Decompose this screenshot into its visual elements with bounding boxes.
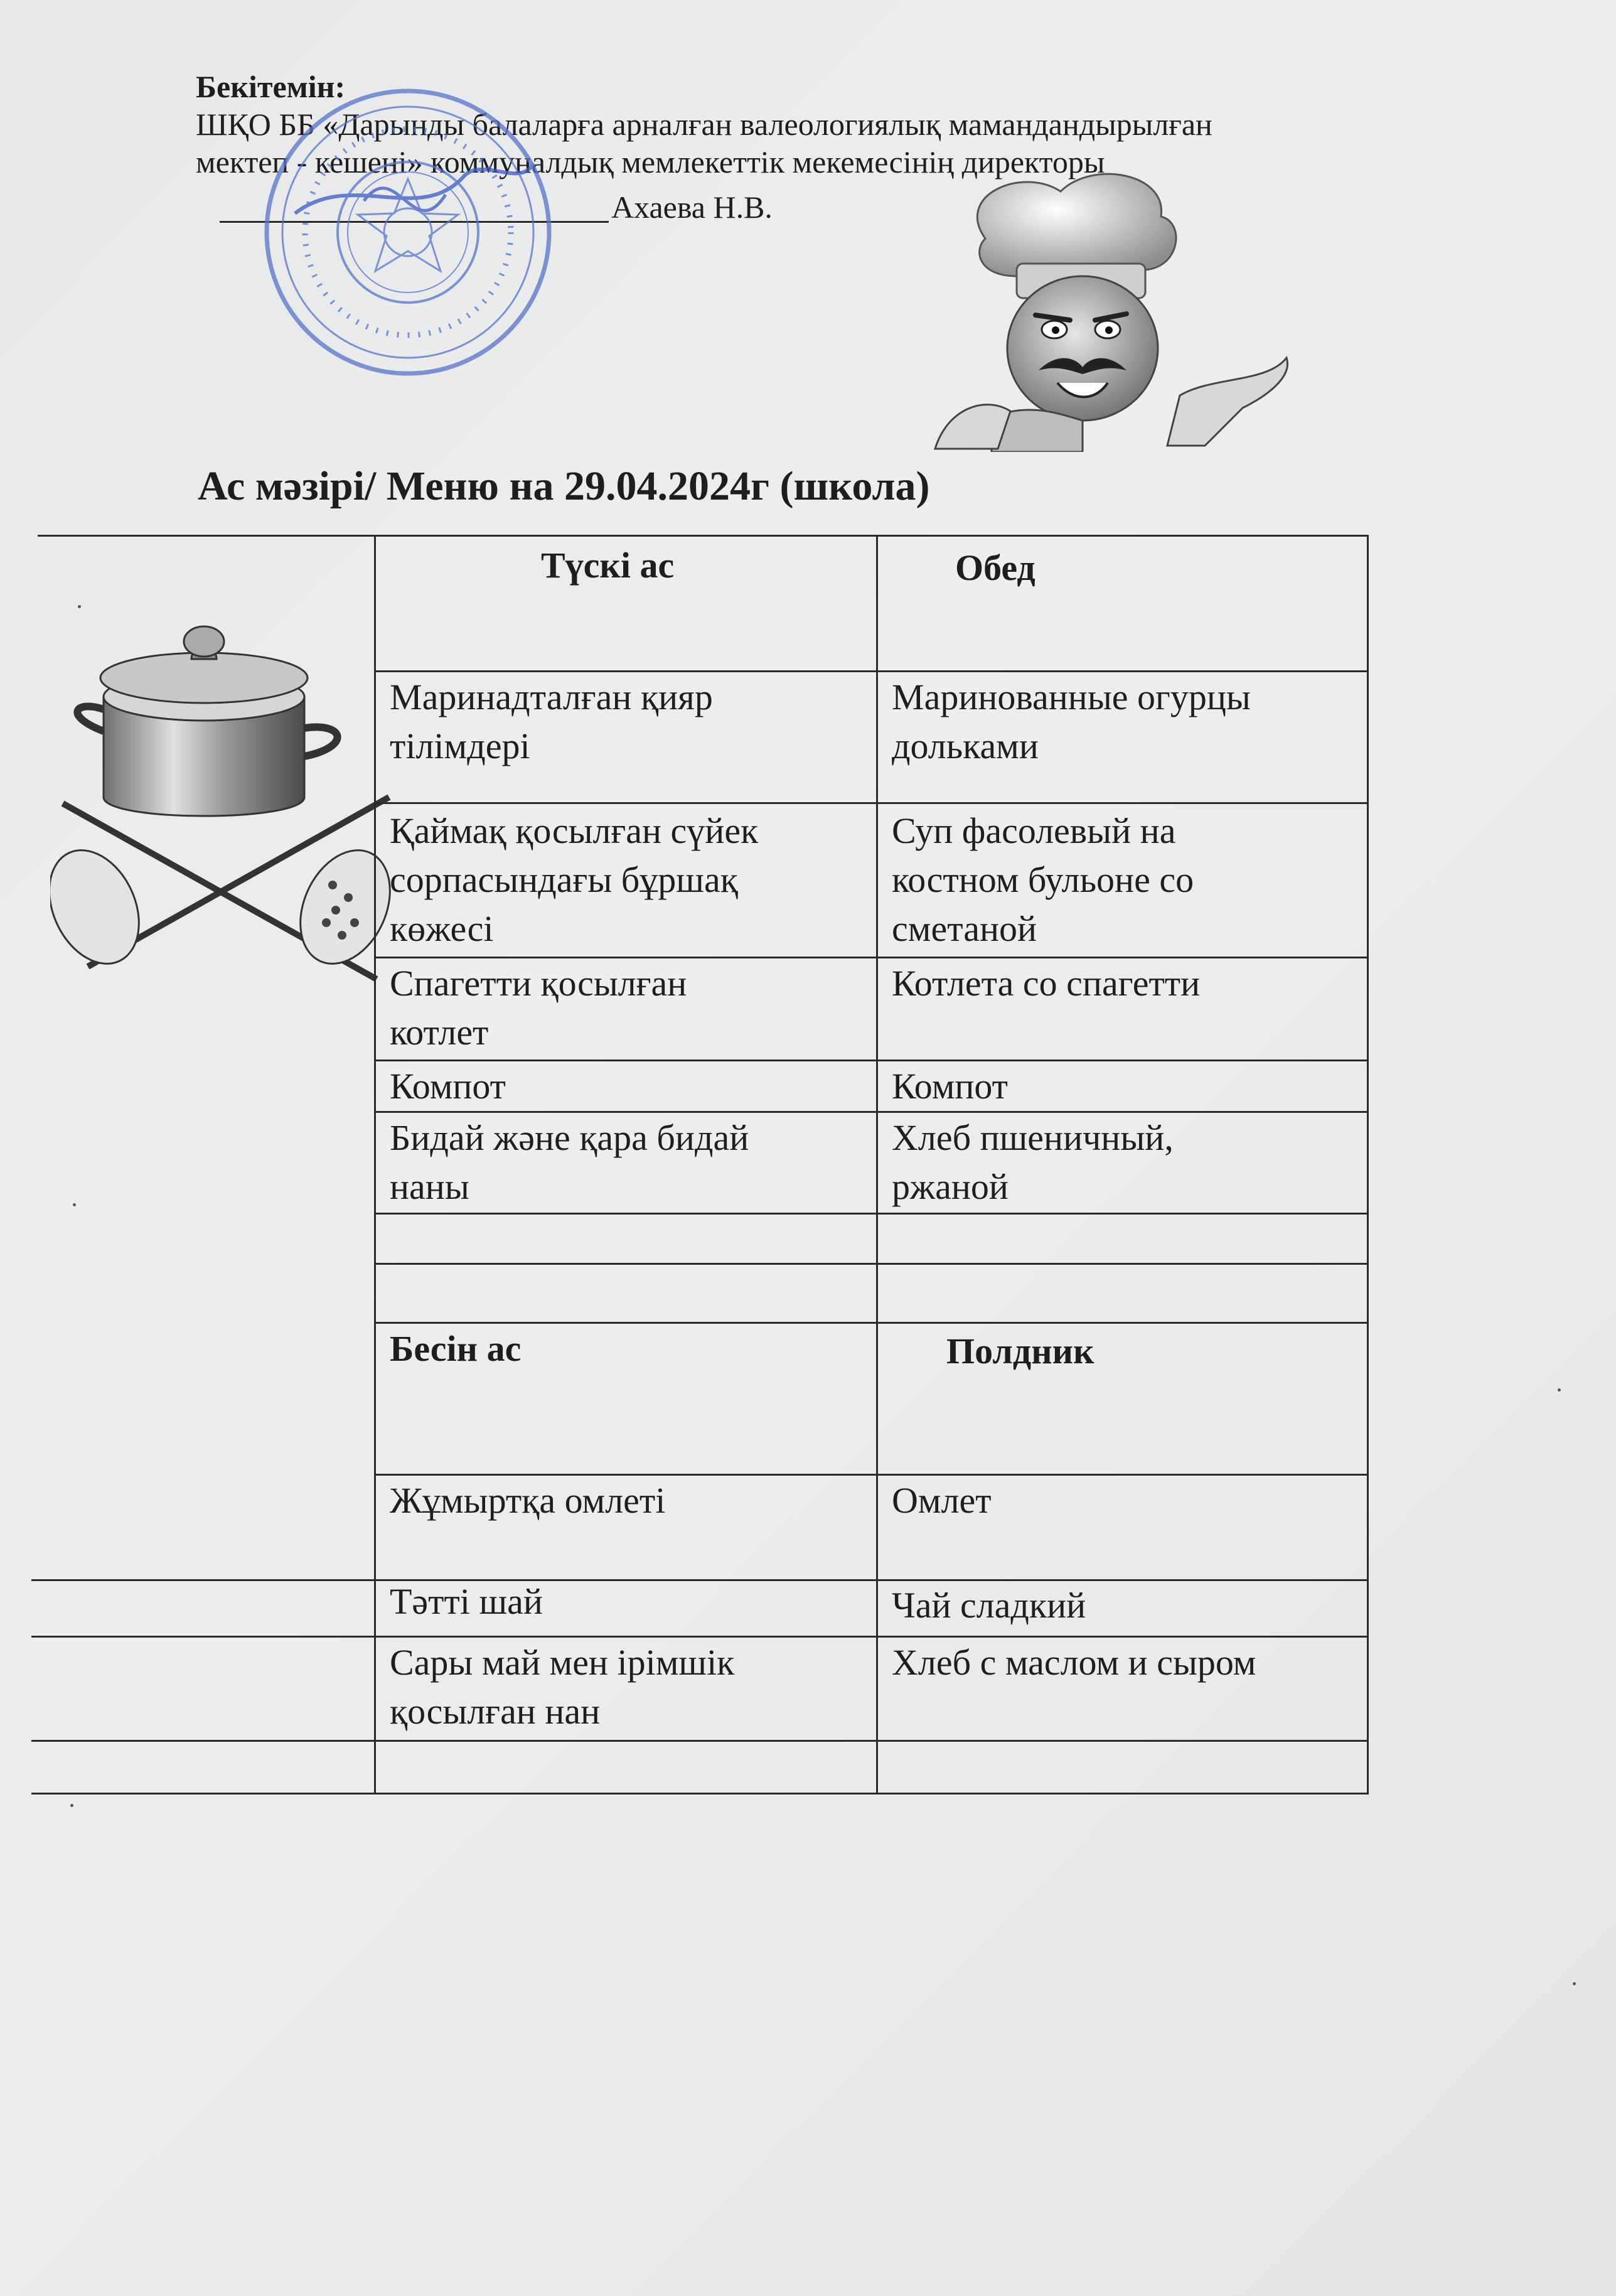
official-stamp-icon (257, 82, 559, 383)
table-line-h (374, 1059, 1369, 1061)
lunch-item-ru: Компот (892, 1066, 1009, 1107)
approval-heading: Бекітемін: (196, 69, 346, 104)
cooking-pot-ladle-icon (50, 590, 402, 992)
snack-item-ru: Хлеб с маслом и сыром (892, 1642, 1256, 1683)
table-line-h (374, 670, 1369, 672)
table-line-h (374, 1322, 1369, 1324)
chef-illustration-icon (916, 169, 1305, 452)
lunch-item-kk: Қаймақ қосылған сүйек сорпасындағы бұршақ көжесі (390, 810, 759, 949)
lunch-header-ru: Обед (955, 547, 1035, 588)
snack-header-kk: Бесін ас (390, 1328, 522, 1369)
table-line-h (38, 535, 1369, 537)
speck (1573, 1982, 1576, 1985)
table-line-h (374, 802, 1369, 804)
table-line-h (31, 1636, 1369, 1638)
approval-org-line-1: ШҚО ББ «Дарынды балаларға арналған валеологиялық мамандандырылған (196, 107, 1212, 142)
approval-org-line-2: мектеп - кешені» коммуналдық мемлекеттік мекемесінің директоры (196, 144, 1105, 180)
table-line-h (374, 957, 1369, 958)
table-line-h (374, 1263, 1369, 1265)
table-line-h (31, 1740, 1369, 1742)
table-line-v-right (1367, 535, 1369, 1794)
speck (73, 1203, 76, 1206)
lunch-item-kk: Бидай және қара бидай наны (390, 1117, 749, 1207)
snack-header-ru: Полдник (946, 1331, 1094, 1371)
lunch-header-kk: Түскі ас (541, 545, 675, 586)
snack-item-kk: Тәтті шай (390, 1581, 543, 1622)
snack-item-kk: Сары май мен ірімшік қосылған нан (390, 1642, 735, 1732)
lunch-item-kk: Маринадталған қияр тілімдері (390, 677, 713, 766)
table-line-h (374, 1474, 1369, 1476)
snack-item-ru: Омлет (892, 1480, 992, 1521)
lunch-item-ru: Суп фасолевый на костном бульоне со сметаной (892, 810, 1194, 949)
lunch-item-kk: Спагетти қосылған котлет (390, 963, 687, 1053)
table-line-h (374, 1111, 1369, 1113)
speck (78, 605, 81, 608)
page-title: Ас мәзірі/ Меню на 29.04.2024г (школа) (198, 463, 930, 509)
snack-item-kk: Жұмыртқа омлеті (390, 1480, 666, 1521)
table-line-h (31, 1793, 1369, 1794)
signatory-name: Ахаева Н.В. (611, 190, 773, 225)
lunch-item-ru: Маринованные огурцы дольками (892, 677, 1251, 766)
lunch-item-kk: Компот (390, 1066, 506, 1107)
table-line-h (374, 1213, 1369, 1215)
lunch-item-ru: Котлета со спагетти (892, 963, 1201, 1004)
lunch-item-ru: Хлеб пшеничный, ржаной (892, 1117, 1174, 1207)
speck (1558, 1388, 1561, 1392)
snack-item-ru: Чай сладкий (892, 1585, 1086, 1626)
speck (70, 1804, 73, 1807)
